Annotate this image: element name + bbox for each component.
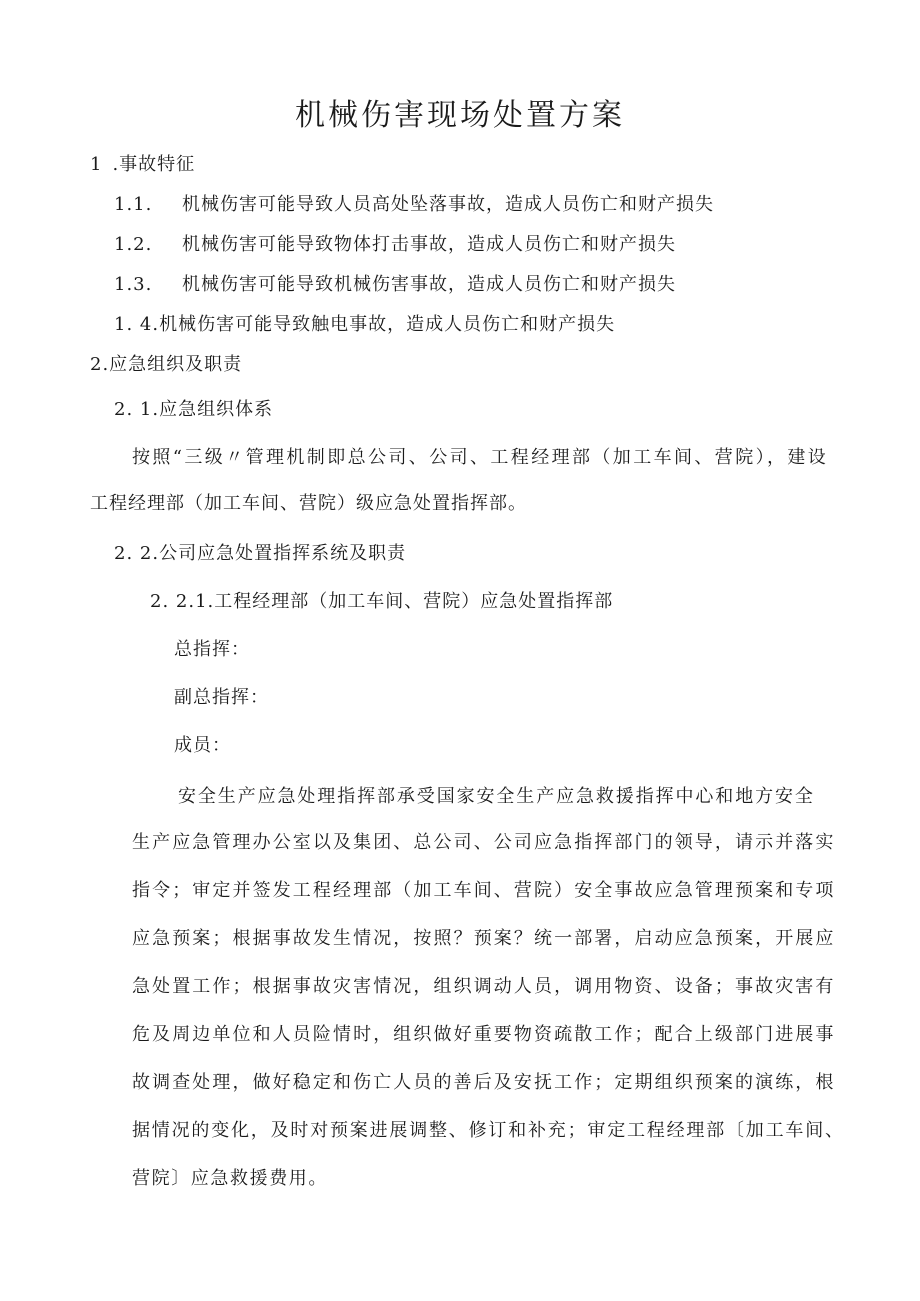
item-1-4 <box>114 313 615 337</box>
item-text: 机械伤害可能导致机械伤害事故，造成人员伤亡和财产损失 <box>182 274 676 295</box>
duties-line: 安全生产应急处理指挥部承受国家安全生产应急救援指挥中心和地方安全 <box>178 786 815 807</box>
section-1-number: 1 <box>90 154 103 175</box>
item-number: 1.1. <box>114 194 153 215</box>
item-text: 机械伤害可能导致触电事故，造成人员伤亡和财产损失 <box>159 314 616 335</box>
role-members: 成员： <box>174 735 231 756</box>
duties-line: 危及周边单位和人员险情时，组织做好重要物资疏散工作；配合上级部门进展事 <box>132 1024 836 1045</box>
paragraph-line: 工程经理部（加工车间、营院）级应急处置指挥部。 <box>90 493 527 514</box>
duties-line: 据情况的变化，及时对预案进展调整、修订和补充；审定工程经理部〔加工车间、 <box>132 1120 845 1141</box>
duties-line: 指令；审定并签发工程经理部（加工车间、营院）安全事故应急管理预案和专项 <box>132 880 836 901</box>
item-text: 机械伤害可能导致人员高处坠落事故，造成人员伤亡和财产损失 <box>182 194 714 215</box>
duties-line: 急处置工作；根据事故灾害情况，组织调动人员，调用物资、设备；事故灾害有 <box>132 976 836 997</box>
duties-line: 营院〕应急救援费用。 <box>132 1168 328 1189</box>
role-commander: 总指挥： <box>174 639 250 660</box>
section-2-1-heading: 2. 1.应急组织体系 <box>114 399 274 420</box>
duties-line: 生产应急管理办公室以及集团、总公司、公司应急指挥部门的领导，请示并落实 <box>132 832 836 853</box>
item-text: 机械伤害可能导致物体打击事故，造成人员伤亡和财产损失 <box>182 234 676 255</box>
section-2-heading: 2.应急组织及职责 <box>90 354 243 375</box>
item-number: 1. 4. <box>114 314 160 335</box>
duties-line: 故调查处理，做好稳定和伤亡人员的善后及安抚工作；定期组织预案的演练，根 <box>132 1072 836 1093</box>
item-1-3 <box>114 273 676 297</box>
section-2-2-1-heading: 2. 2.1.工程经理部（加工车间、营院）应急处置指挥部 <box>150 591 614 612</box>
role-deputy-commander: 副总指挥： <box>174 687 269 708</box>
item-number: 1.2. <box>114 234 153 255</box>
item-number: 1.3. <box>114 274 153 295</box>
item-1-2 <box>114 233 676 257</box>
duties-line: 应急预案；根据事故发生情况，按照？预案？统一部署，启动应急预案，开展应 <box>132 928 836 949</box>
item-1-1 <box>114 193 714 217</box>
section-1-label: .事故特征 <box>112 154 196 175</box>
section-1-heading <box>90 153 195 177</box>
document-title: 机械伤害现场处置方案 <box>295 98 625 133</box>
paragraph-line: 按照“三级〃管理机制即总公司、公司、工程经理部（加工车间、营院），建设 <box>132 447 829 468</box>
section-2-2-heading: 2. 2.公司应急处置指挥系统及职责 <box>114 543 407 564</box>
